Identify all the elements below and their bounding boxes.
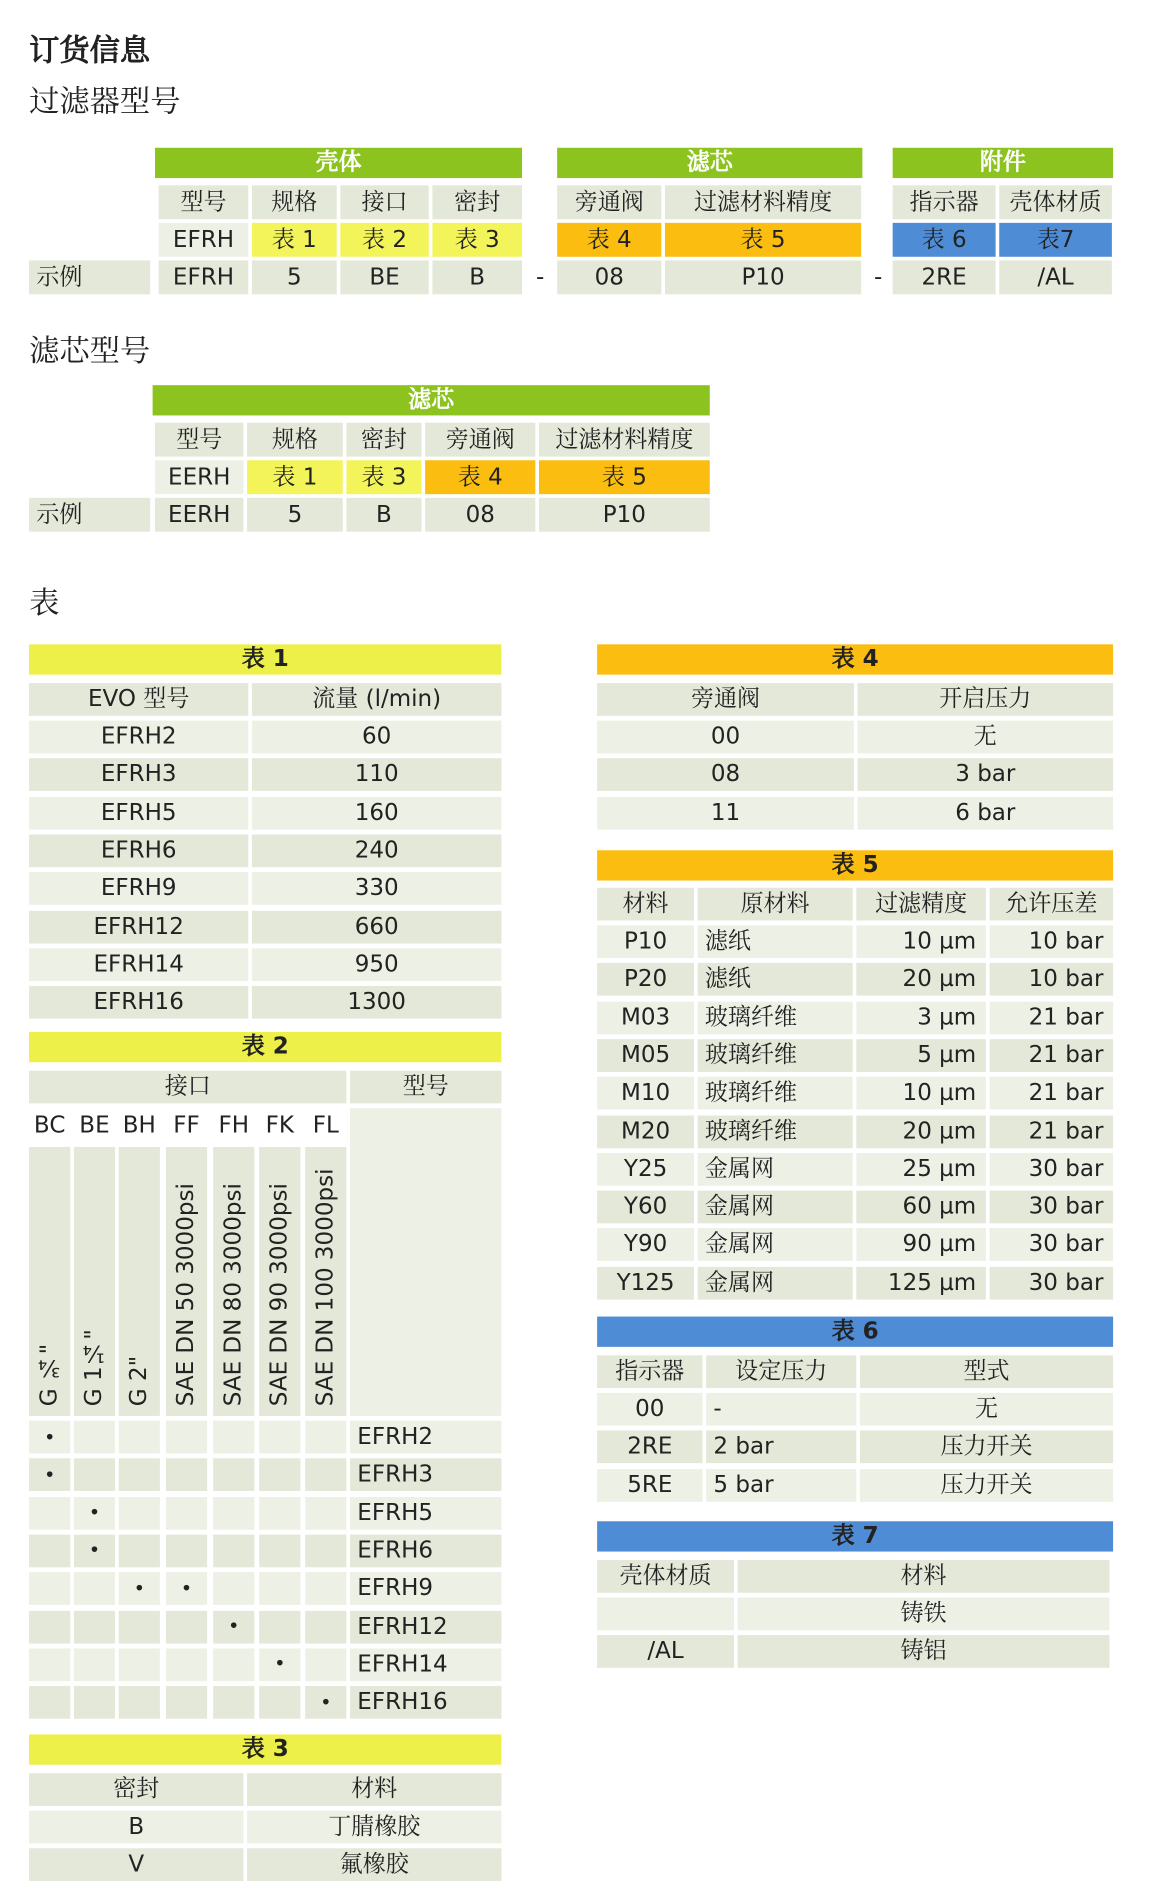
t5-header: 允许压差 bbox=[990, 888, 1114, 921]
code-cell: EERH bbox=[155, 460, 243, 494]
t2-port-code: FH bbox=[218, 1111, 250, 1138]
t5-cell: 125 µm bbox=[856, 1267, 986, 1300]
t4-header: 开启压力 bbox=[858, 683, 1114, 716]
t2-mark bbox=[259, 1610, 300, 1643]
t5-cell: 30 bar bbox=[990, 1191, 1114, 1224]
t4-cell: 08 bbox=[597, 759, 854, 792]
t2-mark bbox=[305, 1534, 346, 1567]
t2-header-model: 型号 bbox=[350, 1071, 501, 1104]
page-title: 订货信息 bbox=[29, 32, 151, 68]
t2-model: EFRH16 bbox=[350, 1686, 501, 1719]
filter-model-heading: 过滤器型号 bbox=[29, 83, 181, 119]
t6-cell: 无 bbox=[860, 1393, 1113, 1426]
t5-cell: Y60 bbox=[597, 1191, 694, 1224]
t5-cell: 金属网 bbox=[698, 1153, 853, 1186]
t5-cell: M20 bbox=[597, 1115, 694, 1148]
t5-cell: M05 bbox=[597, 1039, 694, 1072]
t2-mark bbox=[259, 1686, 300, 1719]
t2-mark bbox=[305, 1421, 346, 1454]
code-cell: 表 6 bbox=[893, 223, 996, 257]
t6-cell: - bbox=[706, 1393, 856, 1426]
column-header: 规格 bbox=[252, 185, 337, 219]
t7-header: 材料 bbox=[738, 1560, 1110, 1593]
t4-cell: 00 bbox=[597, 721, 854, 754]
example-cell: P10 bbox=[539, 498, 710, 532]
t5-cell: 21 bar bbox=[990, 1039, 1114, 1072]
t2-mark: • bbox=[305, 1686, 346, 1719]
t4-cell: 6 bar bbox=[858, 796, 1114, 829]
t2-mark bbox=[213, 1497, 254, 1530]
t2-mark bbox=[166, 1497, 207, 1530]
t2-model: EFRH5 bbox=[350, 1497, 501, 1530]
column-header: 规格 bbox=[247, 423, 343, 457]
t2-mark bbox=[29, 1497, 70, 1530]
example-cell: 5 bbox=[247, 498, 343, 532]
t2-mark: • bbox=[29, 1421, 70, 1454]
t1-cell: EFRH5 bbox=[29, 796, 248, 829]
t5-cell: 滤纸 bbox=[698, 925, 853, 958]
t2-mark bbox=[74, 1686, 115, 1719]
code-cell: 表 4 bbox=[557, 223, 661, 257]
t7-cell: 铸铝 bbox=[738, 1635, 1110, 1668]
t5-cell: 玻璃纤维 bbox=[698, 1115, 853, 1148]
t5-cell: 25 µm bbox=[856, 1153, 986, 1186]
t6-cell: 00 bbox=[597, 1393, 702, 1426]
tables-heading: 表 bbox=[29, 585, 60, 621]
t5-cell: 滤纸 bbox=[698, 963, 853, 996]
t2-mark bbox=[74, 1572, 115, 1605]
column-header: 过滤材料精度 bbox=[539, 423, 710, 457]
t6-cell: 2RE bbox=[597, 1431, 702, 1464]
t2-port-code: FL bbox=[312, 1111, 339, 1138]
example-cell: P10 bbox=[665, 260, 861, 294]
t2-mark bbox=[119, 1459, 160, 1492]
t1-cell: 110 bbox=[252, 759, 502, 792]
t6-cell: 5RE bbox=[597, 1469, 702, 1502]
t1-cell: 330 bbox=[252, 872, 502, 905]
t5-cell: 10 µm bbox=[856, 925, 986, 958]
t2-mark bbox=[74, 1610, 115, 1643]
t2-mark bbox=[305, 1610, 346, 1643]
t2-mark bbox=[74, 1421, 115, 1454]
t5-cell: 60 µm bbox=[856, 1191, 986, 1224]
t5-cell: 20 µm bbox=[856, 1115, 986, 1148]
t2-mark bbox=[29, 1648, 70, 1681]
t5-cell: Y25 bbox=[597, 1153, 694, 1186]
t2-port-size: SAE DN 100 3000psi bbox=[305, 1147, 346, 1416]
column-header: 密封 bbox=[346, 423, 421, 457]
t2-mark bbox=[259, 1497, 300, 1530]
example-cell: 5 bbox=[252, 260, 337, 294]
t1-cell: 60 bbox=[252, 721, 502, 754]
t6-cell: 5 bar bbox=[706, 1469, 856, 1502]
t2-port-size: G ¾" bbox=[29, 1147, 70, 1416]
t2-mark bbox=[119, 1610, 160, 1643]
group-header-accessory: 附件 bbox=[893, 148, 1113, 178]
t5-cell: 20 µm bbox=[856, 963, 986, 996]
t2-mark bbox=[119, 1686, 160, 1719]
example-cell: 2RE bbox=[893, 260, 996, 294]
t2-mark bbox=[29, 1572, 70, 1605]
column-header: 过滤材料精度 bbox=[665, 185, 861, 219]
t3-title: 表 3 bbox=[29, 1734, 501, 1764]
t2-port-code: BC bbox=[33, 1111, 66, 1138]
t5-header: 材料 bbox=[597, 888, 694, 921]
column-header: 指示器 bbox=[893, 185, 996, 219]
column-header: 型号 bbox=[159, 185, 249, 219]
t1-cell: 240 bbox=[252, 834, 502, 867]
t2-header-port: 接口 bbox=[29, 1071, 346, 1104]
t2-model: EFRH3 bbox=[350, 1459, 501, 1492]
t5-cell: 5 µm bbox=[856, 1039, 986, 1072]
t4-cell: 无 bbox=[858, 721, 1114, 754]
t5-cell: 21 bar bbox=[990, 1077, 1114, 1110]
t2-port-code: FF bbox=[173, 1111, 200, 1138]
example-cell: B bbox=[432, 260, 522, 294]
t7-title: 表 7 bbox=[597, 1521, 1113, 1551]
t1-cell: 660 bbox=[252, 910, 502, 943]
code-cell: 表 3 bbox=[432, 223, 522, 257]
t5-cell: 金属网 bbox=[698, 1267, 853, 1300]
t5-cell: Y90 bbox=[597, 1229, 694, 1262]
t2-mark: • bbox=[166, 1572, 207, 1605]
t4-cell: 3 bar bbox=[858, 759, 1114, 792]
t2-mark bbox=[119, 1648, 160, 1681]
t6-header: 设定压力 bbox=[706, 1355, 856, 1388]
t4-title: 表 4 bbox=[597, 644, 1113, 674]
t2-mark: • bbox=[119, 1572, 160, 1605]
t5-cell: P10 bbox=[597, 925, 694, 958]
code-cell: EFRH bbox=[159, 223, 249, 257]
t1-cell: EFRH2 bbox=[29, 721, 248, 754]
t2-port-code: BE bbox=[79, 1111, 110, 1138]
example-cell: B bbox=[346, 498, 421, 532]
t2-port-size: SAE DN 90 3000psi bbox=[259, 1147, 300, 1416]
t1-cell: EFRH3 bbox=[29, 759, 248, 792]
t1-title: 表 1 bbox=[29, 644, 501, 674]
t2-mark bbox=[213, 1648, 254, 1681]
t2-mark bbox=[259, 1459, 300, 1492]
t5-cell: 30 bar bbox=[990, 1267, 1114, 1300]
t6-header: 指示器 bbox=[597, 1355, 702, 1388]
code-cell: 表 1 bbox=[252, 223, 337, 257]
column-header: 型号 bbox=[155, 423, 243, 457]
t2-mark bbox=[29, 1534, 70, 1567]
column-header: 旁通阀 bbox=[425, 423, 535, 457]
t6-cell: 压力开关 bbox=[860, 1469, 1113, 1502]
t5-cell: 21 bar bbox=[990, 1001, 1114, 1034]
t3-header: 材料 bbox=[247, 1773, 501, 1806]
column-header: 壳体材质 bbox=[999, 185, 1112, 219]
example-cell: BE bbox=[340, 260, 428, 294]
t5-cell: 3 µm bbox=[856, 1001, 986, 1034]
example-cell: 08 bbox=[557, 260, 661, 294]
t7-cell: /AL bbox=[597, 1635, 734, 1668]
t5-cell: 金属网 bbox=[698, 1191, 853, 1224]
t2-mark bbox=[74, 1648, 115, 1681]
example-cell: EERH bbox=[155, 498, 243, 532]
t2-mark bbox=[213, 1572, 254, 1605]
t5-cell: M10 bbox=[597, 1077, 694, 1110]
example-label: 示例 bbox=[29, 260, 150, 294]
t2-mark: • bbox=[74, 1497, 115, 1530]
t2-mark bbox=[305, 1459, 346, 1492]
element-model-heading: 滤芯型号 bbox=[29, 333, 151, 369]
t2-mark bbox=[166, 1421, 207, 1454]
t7-cell bbox=[597, 1598, 734, 1631]
t5-cell: M03 bbox=[597, 1001, 694, 1034]
t5-cell: 玻璃纤维 bbox=[698, 1077, 853, 1110]
t1-header: 流量 (l/min) bbox=[252, 683, 502, 716]
t2-mark: • bbox=[259, 1648, 300, 1681]
t1-cell: EFRH6 bbox=[29, 834, 248, 867]
t2-mark bbox=[213, 1421, 254, 1454]
t6-header: 型式 bbox=[860, 1355, 1113, 1388]
column-header: 接口 bbox=[340, 185, 428, 219]
t2-mark bbox=[259, 1421, 300, 1454]
code-cell: 表7 bbox=[999, 223, 1112, 257]
t2-model: EFRH9 bbox=[350, 1572, 501, 1605]
t2-mark bbox=[166, 1686, 207, 1719]
t5-cell: 10 bar bbox=[990, 963, 1114, 996]
t2-model: EFRH14 bbox=[350, 1648, 501, 1681]
example-cell: /AL bbox=[999, 260, 1112, 294]
t1-cell: EFRH16 bbox=[29, 986, 248, 1019]
t4-header: 旁通阀 bbox=[597, 683, 854, 716]
t5-cell: 玻璃纤维 bbox=[698, 1039, 853, 1072]
t2-port-code: BH bbox=[122, 1111, 156, 1138]
t5-cell: 玻璃纤维 bbox=[698, 1001, 853, 1034]
t5-cell: 30 bar bbox=[990, 1229, 1114, 1262]
group-header-element: 滤芯 bbox=[153, 385, 710, 415]
t2-mark bbox=[259, 1534, 300, 1567]
group-header-housing: 壳体 bbox=[155, 148, 522, 178]
t3-header: 密封 bbox=[29, 1773, 243, 1806]
t6-cell: 2 bar bbox=[706, 1431, 856, 1464]
t2-mark bbox=[259, 1572, 300, 1605]
code-cell: 表 5 bbox=[539, 460, 710, 494]
t2-mark bbox=[166, 1610, 207, 1643]
t4-cell: 11 bbox=[597, 796, 854, 829]
t1-cell: EFRH12 bbox=[29, 910, 248, 943]
t2-mark: • bbox=[74, 1534, 115, 1567]
code-cell: 表 3 bbox=[346, 460, 421, 494]
t7-header: 壳体材质 bbox=[597, 1560, 734, 1593]
code-cell: 表 4 bbox=[425, 460, 535, 494]
t2-port-size: G 1¼" bbox=[74, 1147, 115, 1416]
t5-cell: P20 bbox=[597, 963, 694, 996]
t1-cell: 160 bbox=[252, 796, 502, 829]
separator-dash: - bbox=[536, 263, 545, 291]
t5-cell: 21 bar bbox=[990, 1115, 1114, 1148]
t6-title: 表 6 bbox=[597, 1317, 1113, 1347]
t5-header: 原材料 bbox=[698, 888, 853, 921]
t2-mark bbox=[29, 1610, 70, 1643]
group-header-element: 滤芯 bbox=[557, 148, 862, 178]
t3-cell: V bbox=[29, 1849, 243, 1882]
t2-mark bbox=[74, 1459, 115, 1492]
code-cell: 表 5 bbox=[665, 223, 861, 257]
t5-cell: 90 µm bbox=[856, 1229, 986, 1262]
example-cell: 08 bbox=[425, 498, 535, 532]
t3-cell: 氟橡胶 bbox=[247, 1849, 501, 1882]
t5-cell: Y125 bbox=[597, 1267, 694, 1300]
t1-cell: EFRH9 bbox=[29, 872, 248, 905]
t5-cell: 30 bar bbox=[990, 1153, 1114, 1186]
t2-mark bbox=[305, 1497, 346, 1530]
t2-mark bbox=[119, 1497, 160, 1530]
t3-cell: 丁腈橡胶 bbox=[247, 1811, 501, 1844]
column-header: 密封 bbox=[432, 185, 522, 219]
t2-mark bbox=[213, 1534, 254, 1567]
t2-port-size: SAE DN 50 3000psi bbox=[166, 1147, 207, 1416]
t1-header: EVO 型号 bbox=[29, 683, 248, 716]
t2-port-size: SAE DN 80 3000psi bbox=[213, 1147, 254, 1416]
t1-cell: EFRH14 bbox=[29, 948, 248, 981]
code-cell: 表 1 bbox=[247, 460, 343, 494]
t2-mark bbox=[29, 1686, 70, 1719]
t1-cell: 1300 bbox=[252, 986, 502, 1019]
t3-cell: B bbox=[29, 1811, 243, 1844]
t5-cell: 10 bar bbox=[990, 925, 1114, 958]
code-cell: 表 2 bbox=[340, 223, 428, 257]
t2-mark bbox=[305, 1572, 346, 1605]
t2-mark: • bbox=[29, 1459, 70, 1492]
t2-mark bbox=[166, 1534, 207, 1567]
t2-mark bbox=[119, 1421, 160, 1454]
t1-cell: 950 bbox=[252, 948, 502, 981]
t5-header: 过滤精度 bbox=[856, 888, 986, 921]
t6-cell: 压力开关 bbox=[860, 1431, 1113, 1464]
t2-mark bbox=[213, 1686, 254, 1719]
t2-port-size: G 2" bbox=[119, 1147, 160, 1416]
t2-model: EFRH12 bbox=[350, 1610, 501, 1643]
t2-port-code: FK bbox=[265, 1111, 294, 1138]
example-cell: EFRH bbox=[159, 260, 249, 294]
t5-title: 表 5 bbox=[597, 850, 1113, 880]
t7-cell: 铸铁 bbox=[738, 1598, 1110, 1631]
t2-mark: • bbox=[213, 1610, 254, 1643]
example-label: 示例 bbox=[29, 498, 150, 532]
t2-mark bbox=[305, 1648, 346, 1681]
t2-mark bbox=[119, 1534, 160, 1567]
t2-mark bbox=[166, 1648, 207, 1681]
t2-mark bbox=[213, 1459, 254, 1492]
t2-model: EFRH2 bbox=[350, 1421, 501, 1454]
t2-model: EFRH6 bbox=[350, 1534, 501, 1567]
column-header: 旁通阀 bbox=[557, 185, 661, 219]
t2-title: 表 2 bbox=[29, 1032, 501, 1062]
separator-dash: - bbox=[873, 263, 883, 291]
t5-cell: 金属网 bbox=[698, 1229, 853, 1262]
t2-mark bbox=[166, 1459, 207, 1492]
t5-cell: 10 µm bbox=[856, 1077, 986, 1110]
t2-model-blank bbox=[350, 1108, 501, 1416]
